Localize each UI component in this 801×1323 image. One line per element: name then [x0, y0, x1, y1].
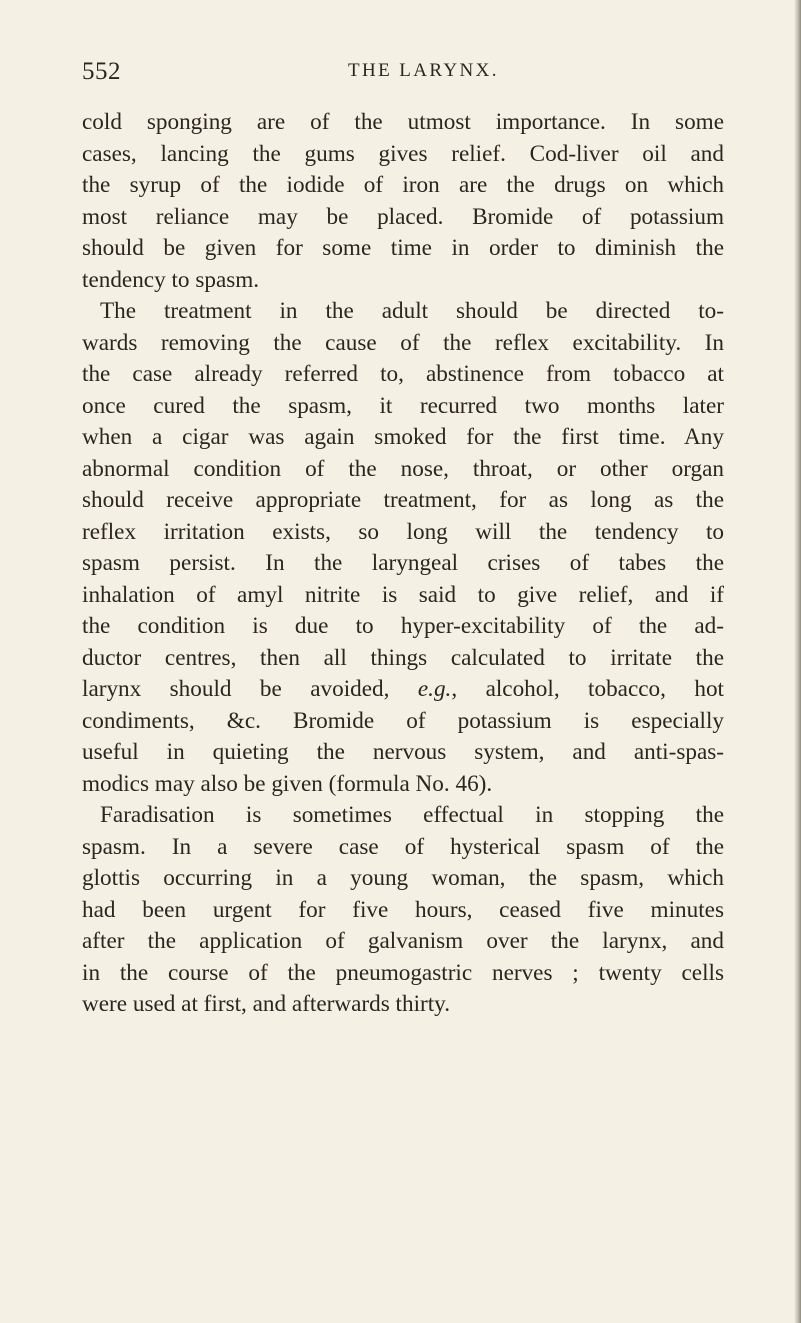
text-segment: , alcohol, tobacco, hot [451, 676, 724, 702]
text-line: in the course of the pneumogastric nerves ; twenty cells [82, 959, 724, 986]
running-head: THE LARYNX. [348, 60, 499, 81]
text-line: after the application of galvanism over the larynx, and [82, 928, 724, 954]
text-line: spasm persist. In the laryngeal crises of tabes the [82, 550, 724, 576]
text-line: once cured the spasm, it recurred two months later [82, 392, 724, 419]
text-line: cases, lancing the gums gives relief. Cod-liver oil and [82, 140, 724, 167]
page-number: 552 [82, 58, 121, 85]
text-line: cold sponging are of the utmost importance. In some [82, 109, 724, 135]
page-edge-shadow [794, 0, 801, 1323]
text-line: ductor centres, then all things calculated to irritate the [82, 644, 724, 671]
text-line: abnormal condition of the nose, throat, or other organ [82, 455, 724, 482]
text-line: were used at first, and afterwards thirty. [82, 991, 451, 1017]
text-line: wards removing the cause of the reflex excitability. In [82, 329, 724, 356]
text-line: should receive appropriate treatment, for as long as the [82, 487, 724, 513]
text-line: The treatment in the adult should be directed to- [100, 298, 724, 324]
page-header [82, 50, 722, 86]
text-line: reflex irritation exists, so long will the tendency to [82, 518, 724, 545]
text-line: most reliance may be placed. Bromide of potassium [82, 203, 724, 230]
text-line: condiments, &c. Bromide of potassium is especially [82, 707, 724, 734]
text-line: spasm. In a severe case of hysterical spasm of the [82, 833, 724, 860]
text-line: glottis occurring in a young woman, the spasm, which [82, 865, 724, 891]
text-line: the syrup of the iodide of iron are the drugs on which [82, 172, 724, 198]
text-line: useful in quieting the nervous system, and anti-spas- [82, 739, 724, 765]
text-line: the case already referred to, abstinence from tobacco at [82, 361, 724, 387]
italic-abbreviation: e.g. [417, 676, 452, 702]
text-line: tendency to spasm. [82, 266, 260, 293]
text-line: should be given for some time in order to diminish the [82, 235, 724, 261]
body-text [82, 107, 724, 1021]
text-line: inhalation of amyl nitrite is said to give relief, and if [82, 581, 724, 608]
text-line: Faradisation is sometimes effectual in stopping the [100, 802, 724, 828]
text-line: when a cigar was again smoked for the first time. Any [82, 424, 724, 450]
text-line: modics may also be given (formula No. 46). [82, 770, 493, 797]
text-line: the condition is due to hyper-excitability of the ad- [82, 613, 724, 639]
text-line [82, 674, 724, 706]
text-segment: larynx should be avoided, [82, 676, 418, 702]
text-line: had been urgent for five hours, ceased five minutes [82, 896, 724, 923]
